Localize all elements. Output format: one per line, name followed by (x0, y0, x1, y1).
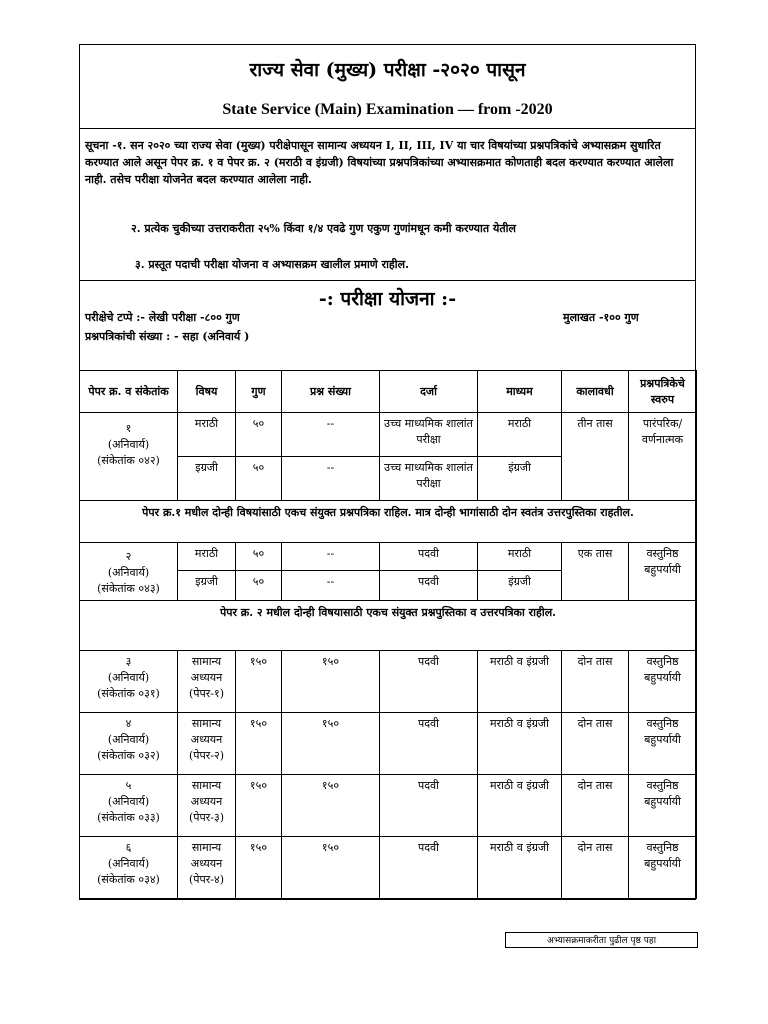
col-header-marks: गुण (236, 371, 282, 413)
level-cell: पदवी (380, 543, 478, 571)
table-header-row (80, 371, 697, 413)
table-row (80, 413, 697, 457)
table-row (80, 775, 697, 837)
col-header-nature: प्रश्नपत्रिकेचे स्वरुप (629, 371, 697, 413)
col-header-paper: पेपर क्र. व संकेतांक (80, 371, 178, 413)
marks-cell: १५० (236, 713, 282, 775)
table-row (80, 713, 697, 775)
questions-cell: -- (282, 570, 380, 600)
paper-cell: ४ (अनिवार्य) (संकेतांक ०३२) (80, 713, 178, 775)
marks-cell: ५० (236, 570, 282, 600)
col-header-questions: प्रश्न संख्या (282, 371, 380, 413)
col-header-subject: विषय (178, 371, 236, 413)
level-cell: उच्च माध्यमिक शालांत परीक्षा (380, 413, 478, 457)
divider (79, 128, 696, 129)
col-header-medium: माध्यम (478, 371, 562, 413)
medium-cell: मराठी व इंग्रजी (478, 651, 562, 713)
questions-cell: १५० (282, 775, 380, 837)
nature-cell: वस्तुनिष्ठ बहुपर्यायी (629, 713, 697, 775)
level-cell: पदवी (380, 713, 478, 775)
table-row (80, 837, 697, 899)
subject-cell: इग्रजी (178, 570, 236, 600)
table-note-row (80, 501, 697, 543)
table-note-row (80, 601, 697, 651)
level-cell: पदवी (380, 651, 478, 713)
paper-cell: ५ (अनिवार्य) (संकेतांक ०३३) (80, 775, 178, 837)
duration-cell: दोन तास (562, 713, 629, 775)
questions-cell: १५० (282, 713, 380, 775)
questions-cell: १५० (282, 837, 380, 899)
questions-cell: -- (282, 543, 380, 571)
questions-cell: १५० (282, 651, 380, 713)
notice-2: २. प्रत्येक चुकीच्या उत्तराकरीता २५% किंवा १/४ एवढे गुण एकुण गुणांमधून कमी करण्यात येतील (131, 222, 516, 235)
duration-cell: एक तास (562, 543, 629, 601)
exam-stages: परीक्षेचे टप्पे :- लेखी परीक्षा -८०० गुण (85, 311, 240, 324)
divider (79, 280, 696, 281)
medium-cell: इंग्रजी (478, 570, 562, 600)
duration-cell: दोन तास (562, 837, 629, 899)
subject-cell: सामान्य अध्ययन (पेपर-४) (178, 837, 236, 899)
subject-cell: इग्रजी (178, 457, 236, 501)
note-paper-2: पेपर क्र. २ मधील दोन्ही विषयासाठी एकच संयुक्त प्रश्नपुस्तिका व उत्तरपत्रिका राहील. (80, 601, 697, 651)
level-cell: पदवी (380, 570, 478, 600)
questions-cell: -- (282, 457, 380, 501)
table-row (80, 651, 697, 713)
marks-cell: ५० (236, 457, 282, 501)
subject-cell: सामान्य अध्ययन (पेपर-२) (178, 713, 236, 775)
exam-schedule-table (79, 370, 697, 899)
col-header-level: दर्जा (380, 371, 478, 413)
nature-cell: वस्तुनिष्ठ बहुपर्यायी (629, 651, 697, 713)
marks-cell: ५० (236, 543, 282, 571)
col-header-duration: कालावधी (562, 371, 629, 413)
paper-cell: ३ (अनिवार्य) (संकेतांक ०३१) (80, 651, 178, 713)
subject-cell: मराठी (178, 543, 236, 571)
subject-cell: सामान्य अध्ययन (पेपर-१) (178, 651, 236, 713)
subject-cell: सामान्य अध्ययन (पेपर-३) (178, 775, 236, 837)
interview-marks: मुलाखत -१०० गुण (563, 311, 639, 324)
marks-cell: ५० (236, 413, 282, 457)
questions-cell: -- (282, 413, 380, 457)
paper-cell: २ (अनिवार्य) (संकेतांक ०४३) (80, 543, 178, 601)
subject-cell: मराठी (178, 413, 236, 457)
nature-cell: वस्तुनिष्ठ बहुपर्यायी (629, 543, 697, 601)
medium-cell: मराठी (478, 413, 562, 457)
duration-cell: दोन तास (562, 775, 629, 837)
scheme-title: -: परीक्षा योजना :- (318, 288, 457, 310)
document-page (79, 44, 696, 900)
note-paper-1: पेपर क्र.१ मधील दोन्ही विषयांसाठी एकच संयुक्त प्रश्नपत्रिका राहिल. मात्र दोन्ही भागांसाठी दोन स्वतंत्र उत्तरपुस्तिका राहतील. (80, 501, 697, 543)
duration-cell: दोन तास (562, 651, 629, 713)
nature-cell: वस्तुनिष्ठ बहुपर्यायी (629, 775, 697, 837)
table-row (80, 543, 697, 571)
marks-cell: १५० (236, 837, 282, 899)
paper-cell: १ (अनिवार्य) (संकेतांक ०४२) (80, 413, 178, 501)
notice-3: ३. प्रस्तूत पदाची परीक्षा योजना व अभ्यासक्रम खालील प्रमाणे राहील. (135, 258, 409, 271)
medium-cell: मराठी (478, 543, 562, 571)
medium-cell: मराठी व इंग्रजी (478, 837, 562, 899)
page-title-marathi: राज्य सेवा (मुख्य) परीक्षा -२०२० पासून (249, 59, 526, 81)
paper-cell: ६ (अनिवार्य) (संकेतांक ०३४) (80, 837, 178, 899)
page-title-english: State Service (Main) Examination — from -2020 (222, 101, 553, 118)
papers-count: प्रश्नपत्रिकांची संख्या : - सहा (अनिवार्य ) (85, 330, 250, 343)
level-cell: पदवी (380, 775, 478, 837)
nature-cell: पारंपरिक/ वर्णनात्मक (629, 413, 697, 501)
medium-cell: मराठी व इंग्रजी (478, 775, 562, 837)
marks-cell: १५० (236, 775, 282, 837)
duration-cell: तीन तास (562, 413, 629, 501)
level-cell: पदवी (380, 837, 478, 899)
nature-cell: वस्तुनिष्ठ बहुपर्यायी (629, 837, 697, 899)
next-page-note: अभ्यासक्रमाकरीता पुढील पृष्ठ पहा (505, 932, 698, 948)
marks-cell: १५० (236, 651, 282, 713)
notice-1: सूचना -१. सन २०२० च्या राज्य सेवा (मुख्य) परीक्षेपासून सामान्य अध्ययन I, II, III, IV या चार विषयांच्या प्रश्नपत्रिकांचे अभ्यासक्रम सुधारित करण्यात आले असून पेपर क्र. १ व पेपर क्र. २ (मराठी व इंग्रजी) विषयांच्या प्रश्नपत्रिकांच्या अभ्यासक्रमात कोणताही बदल करण्यात करण्यात आलेला नाही. तसेच परीक्षा योजनेत बदल करण्यात आलेला नाही. (85, 139, 674, 186)
medium-cell: इंग्रजी (478, 457, 562, 501)
medium-cell: मराठी व इंग्रजी (478, 713, 562, 775)
level-cell: उच्च माध्यमिक शालांत परीक्षा (380, 457, 478, 501)
